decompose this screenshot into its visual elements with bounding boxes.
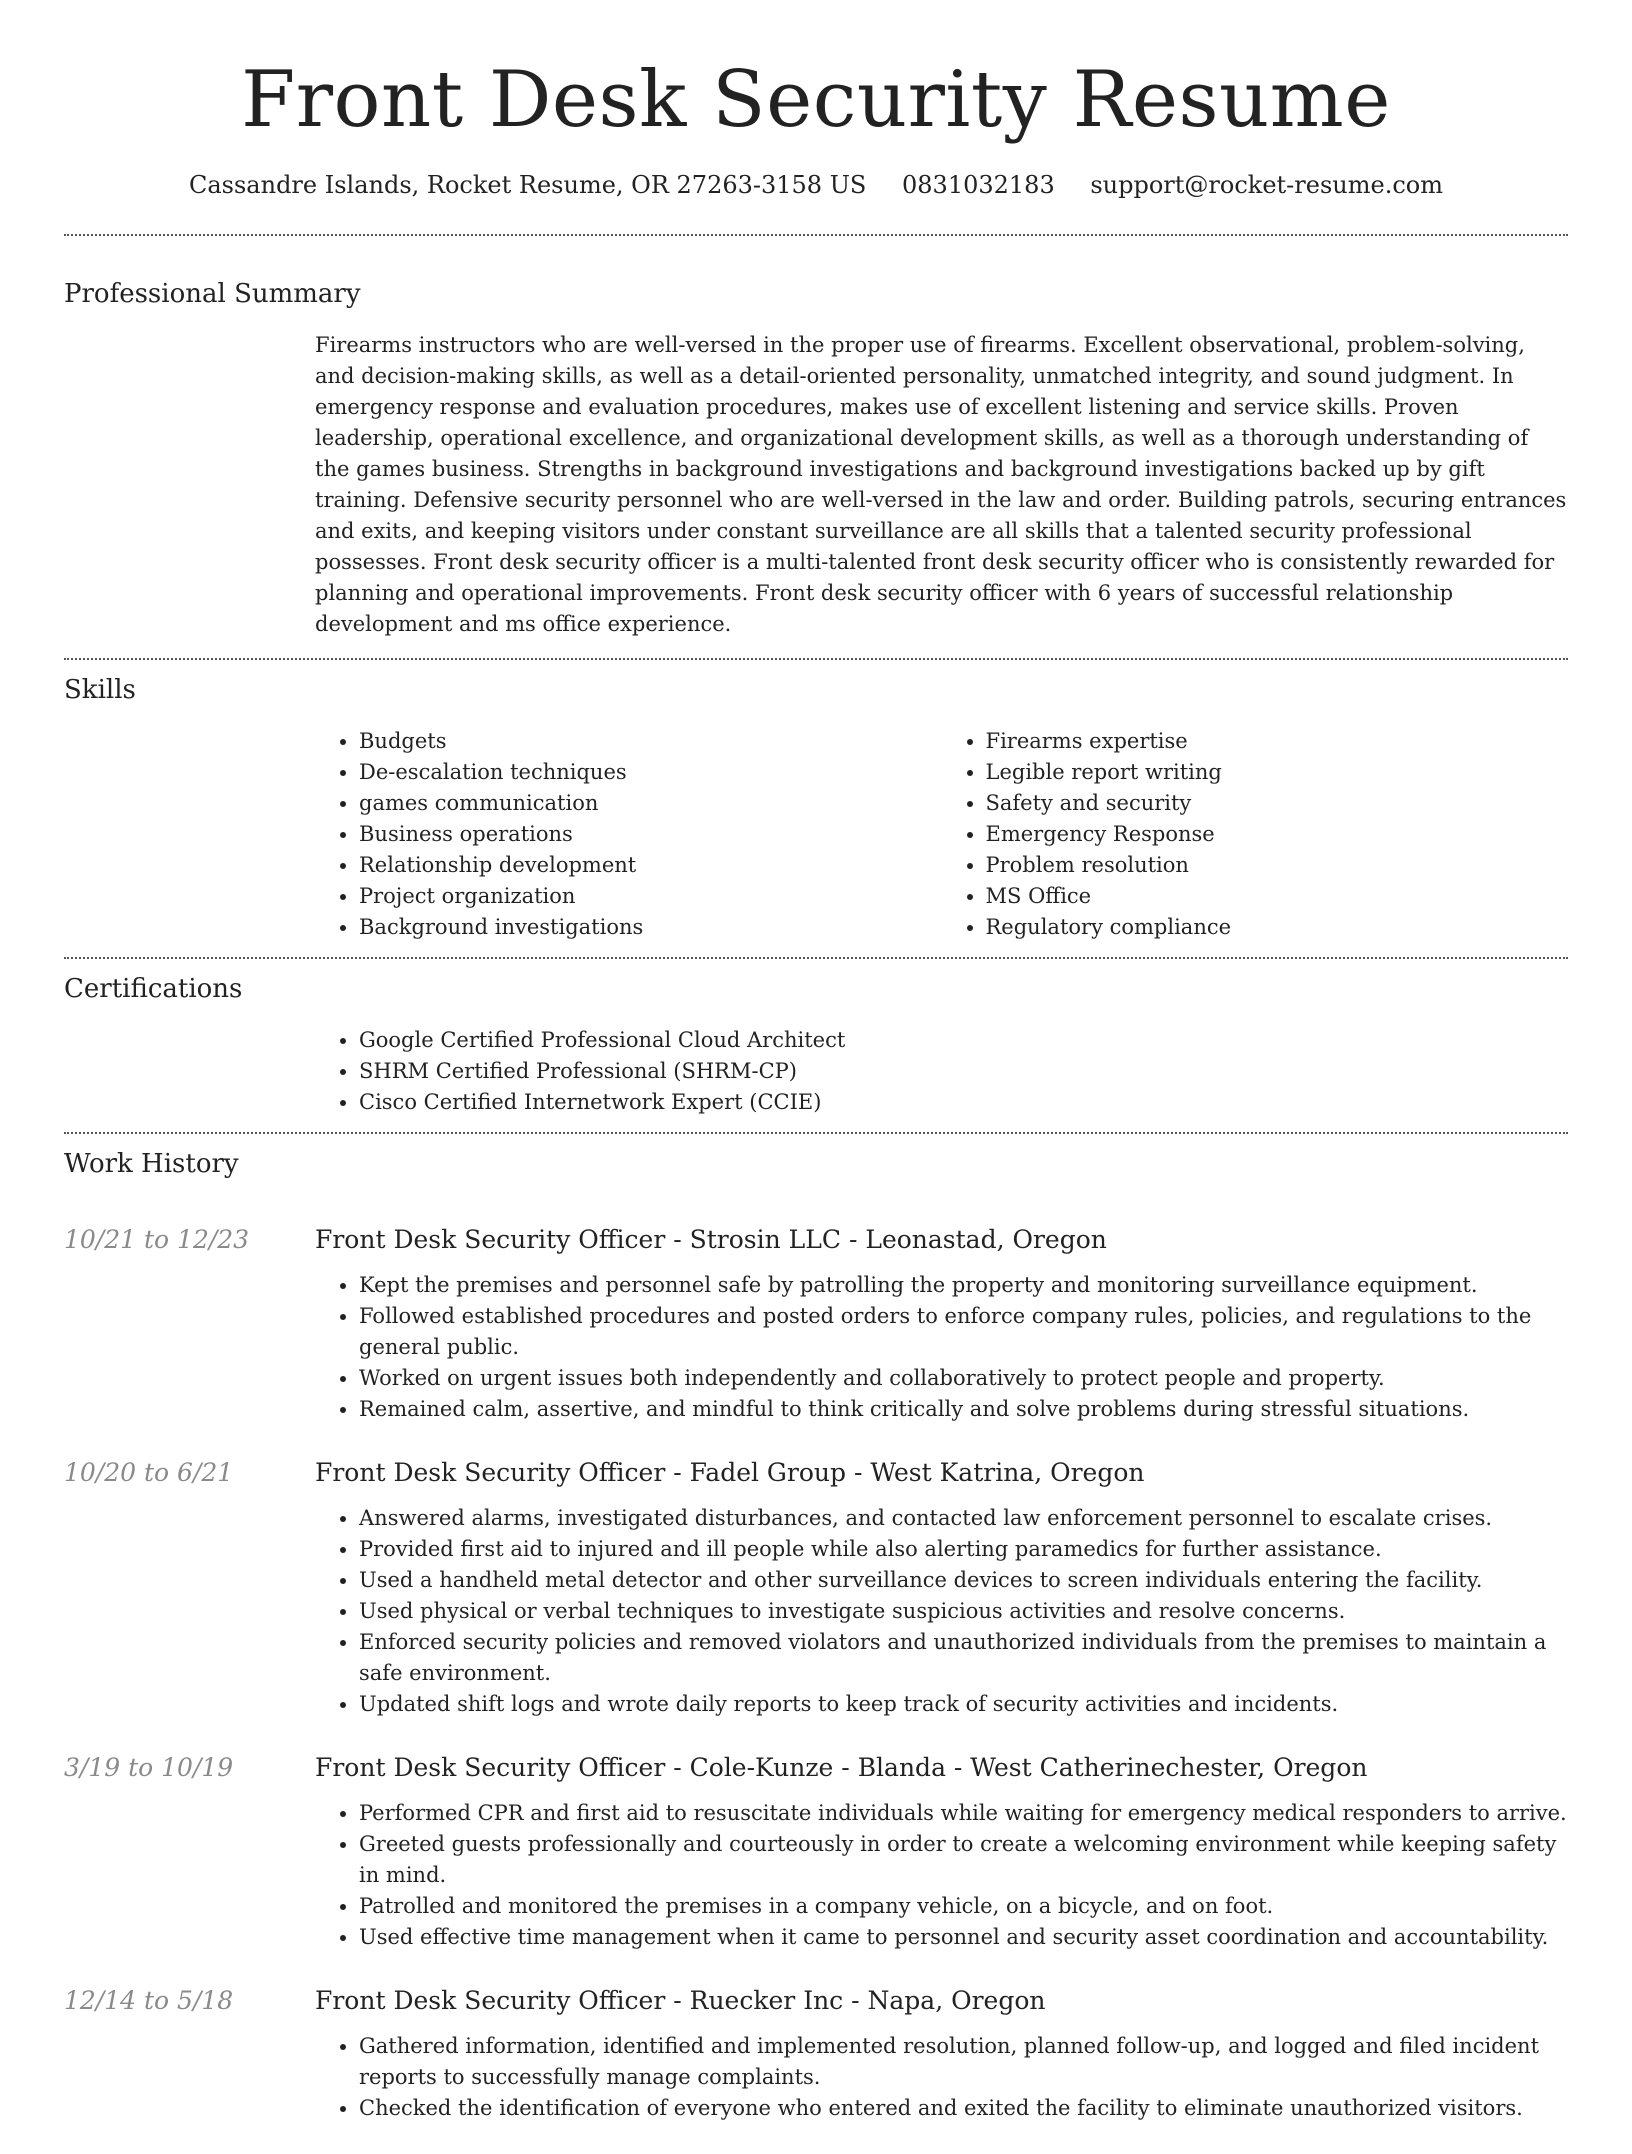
skill-item: • Firearms expertise bbox=[986, 726, 1569, 757]
skill-item: • Safety and security bbox=[986, 788, 1569, 819]
professional-summary-section bbox=[64, 276, 1568, 640]
job-bullet: • Updated shift logs and wrote daily reports to keep track of security activities and incidents. bbox=[359, 1689, 1568, 1720]
job-bullet: • Provided first aid to injured and ill people while also alerting paramedics for further assistance. bbox=[359, 1534, 1568, 1565]
skill-item: • Legible report writing bbox=[986, 757, 1569, 788]
job-title: Front Desk Security Officer - Strosin LLC - Leonastad, Oregon bbox=[315, 1225, 1107, 1254]
certification-item: • Cisco Certified Internetwork Expert (CCIE) bbox=[359, 1087, 1568, 1118]
summary-text: Firearms instructors who are well-versed in the proper use of firearms. Excellent observational, problem-solving, and decision-making skills, as well as a detail-oriented personality, unmatched integrity, and sound judgment. In emergency response and evaluation procedures, makes use of excellent listening and service skills. Proven leadership, operational excellence, and organizational development skills, as well as a thorough understanding of the games business. Strengths in background investigations and background investigations backed up by gift training. Defensive security personnel who are well-versed in the law and order. Building patrols, securing entrances and exits, and keeping visitors under constant surveillance are all skills that a talented security professional possesses. Front desk security officer is a multi-talented front desk security officer who is consistently rewarded for planning and operational improvements. Front desk security officer with 6 years of successful relationship development and ms office experience. bbox=[315, 333, 1567, 636]
section-title-work-history: Work History bbox=[64, 1149, 239, 1179]
certifications-list bbox=[315, 1025, 1568, 1118]
skill-item: • Business operations bbox=[359, 819, 942, 850]
job-entry bbox=[64, 1983, 1568, 2154]
skill-item: • Background investigations bbox=[359, 912, 942, 943]
certification-item: • SHRM Certified Professional (SHRM-CP) bbox=[359, 1056, 1568, 1087]
divider bbox=[64, 234, 1568, 236]
skill-item: • Problem resolution bbox=[986, 850, 1569, 881]
job-bullet: • Used a handheld metal detector and other surveillance devices to screen individuals entering the facility. bbox=[359, 1565, 1568, 1596]
job-bullets bbox=[315, 2031, 1568, 2124]
job-bullet: • Used effective time management when it came to personnel and security asset coordination and accountability. bbox=[359, 1922, 1568, 1953]
job-bullet: • Performed CPR and first aid to resuscitate individuals while waiting for emergency medical responders to arrive. bbox=[359, 1798, 1568, 1829]
skill-item: • De-escalation techniques bbox=[359, 757, 942, 788]
skills-section bbox=[64, 672, 1568, 943]
contact-line bbox=[64, 168, 1568, 202]
certification-item: • Google Certified Professional Cloud Architect bbox=[359, 1025, 1568, 1056]
job-bullet: • Followed established procedures and posted orders to enforce company rules, policies, and regulations to the general public. bbox=[359, 1301, 1568, 1363]
job-dates: 12/14 to 5/18 bbox=[64, 1986, 234, 2015]
section-title-summary: Professional Summary bbox=[64, 279, 361, 309]
job-title: Front Desk Security Officer - Cole-Kunze - Blanda - West Catherinechester, Oregon bbox=[315, 1753, 1368, 1782]
job-bullets bbox=[315, 1798, 1568, 1953]
skill-item: • Regulatory compliance bbox=[986, 912, 1569, 943]
job-entry bbox=[64, 1222, 1568, 1455]
contact-address: Cassandre Islands, Rocket Resume, OR 27263-3158 US bbox=[189, 171, 867, 199]
job-details bbox=[315, 1750, 1568, 1983]
job-dates: 10/20 to 6/21 bbox=[64, 1458, 234, 1487]
skill-item: • Project organization bbox=[359, 881, 942, 912]
skills-columns bbox=[315, 726, 1568, 943]
skill-item: • games communication bbox=[359, 788, 942, 819]
job-entry bbox=[64, 1750, 1568, 1983]
job-dates: 10/21 to 12/23 bbox=[64, 1225, 250, 1254]
job-details bbox=[315, 1455, 1568, 1750]
job-bullets bbox=[315, 1503, 1568, 1720]
job-details bbox=[315, 1222, 1568, 1455]
job-bullet: • Used physical or verbal techniques to investigate suspicious activities and resolve concerns. bbox=[359, 1596, 1568, 1627]
skill-item: • Budgets bbox=[359, 726, 942, 757]
resume-title: Front Desk Security Resume bbox=[241, 55, 1391, 145]
skill-item: • Relationship development bbox=[359, 850, 942, 881]
divider bbox=[64, 1132, 1568, 1134]
job-title: Front Desk Security Officer - Ruecker Inc - Napa, Oregon bbox=[315, 1986, 1046, 2015]
job-dates: 3/19 to 10/19 bbox=[64, 1753, 234, 1782]
job-title: Front Desk Security Officer - Fadel Group - West Katrina, Oregon bbox=[315, 1458, 1145, 1487]
section-title-skills: Skills bbox=[64, 675, 136, 705]
contact-phone: 0831032183 bbox=[902, 171, 1055, 199]
job-bullet: • Remained calm, assertive, and mindful to think critically and solve problems during stressful situations. bbox=[359, 1394, 1568, 1425]
job-bullet: • Greeted guests professionally and courteously in order to create a welcoming environment while keeping safety in mind. bbox=[359, 1829, 1568, 1891]
certifications-section bbox=[64, 971, 1568, 1118]
job-bullet: • Gathered information, identified and implemented resolution, planned follow-up, and logged and filed incident reports to successfully manage complaints. bbox=[359, 2031, 1568, 2093]
skill-item: • MS Office bbox=[986, 881, 1569, 912]
work-history-section bbox=[64, 1146, 1568, 2154]
job-details bbox=[315, 1983, 1568, 2154]
job-bullet: • Kept the premises and personnel safe by patrolling the property and monitoring surveillance equipment. bbox=[359, 1270, 1568, 1301]
certifications-body bbox=[315, 1025, 1568, 1118]
divider bbox=[64, 658, 1568, 660]
skill-item: • Emergency Response bbox=[986, 819, 1569, 850]
skills-list-right bbox=[942, 726, 1569, 943]
job-bullet: • Checked the identification of everyone who entered and exited the facility to eliminate unauthorized visitors. bbox=[359, 2093, 1568, 2124]
job-bullet: • Worked on urgent issues both independently and collaboratively to protect people and property. bbox=[359, 1363, 1568, 1394]
skills-list-left bbox=[315, 726, 942, 943]
job-entry bbox=[64, 1455, 1568, 1750]
job-bullet: • Answered alarms, investigated disturbances, and contacted law enforcement personnel to escalate crises. bbox=[359, 1503, 1568, 1534]
section-title-certifications: Certifications bbox=[64, 974, 243, 1004]
job-bullet: • Patrolled and monitored the premises in a company vehicle, on a bicycle, and on foot. bbox=[359, 1891, 1568, 1922]
divider bbox=[64, 957, 1568, 959]
job-bullets bbox=[315, 1270, 1568, 1425]
contact-email: support@rocket-resume.com bbox=[1090, 171, 1443, 199]
job-bullet: • Enforced security policies and removed violators and unauthorized individuals from the premises to maintain a safe environment. bbox=[359, 1627, 1568, 1689]
